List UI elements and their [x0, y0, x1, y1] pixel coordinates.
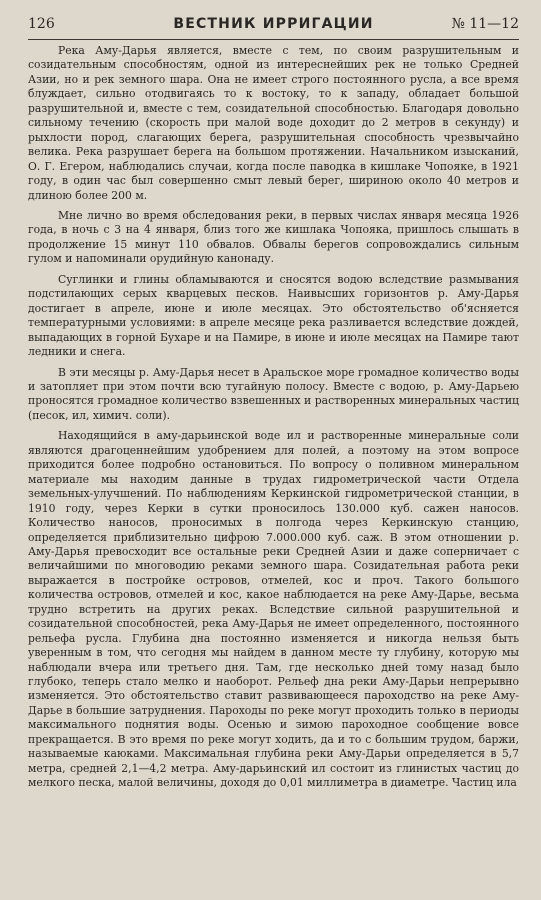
paragraph: Река Аму-Дарья является, вместе с тем, по своим разрушительным и созидательным способностям, одной из интереснейших рек не только Средней Азии, но и рек земного шара. Она не имеет строго постоянного русла, а все время блуждает, сильно отодвигаясь то к востоку, то к западу, обладает большой разрушительной и, вместе с тем, созидательной способностью. Благодаря довольно сильному течению (скорость при малой воде доходит до 2 метров в секунду) и рыхлости пород, слагающих берега, разрушительная способность чрезвычайно велика. Река разрушает берега на большом протяжении. Начальником изысканий, О. Г. Егером, наблюдались случаи, когда после паводка в кишлаке Чопояке, в 1921 году, в один час был совершенно смыт левый берег, шириною около 40 метров и длиною более 200 м. [28, 44, 519, 202]
paragraph: Находящийся в аму-дарьинской воде ил и растворенные минеральные соли являются драгоценнейшим удобрением для полей, а поэтому на этом вопросе приходится более подробно остановиться. По вопросу о поливном минеральном материале мы находим данные в трудах гидрометрической части Отдела земельных-улучшений. По наблюдениям Керкинской гидрометрической станции, в 1910 году, через Керки в сутки проносилось 130.000 куб. сажен наносов. Количество наносов, проносимых в полгода через Керкинскую станцию, определяется приблизительно цифрою 7.000.000 куб. саж. В этом отношении р. Аму-Дарья превосходит все остальные реки Средней Азии и даже соперничает с величайшими по многоводию реками земного шара. Созидательная работа реки выражается в постройке островов, отмелей, кос и проч. Такого большого количества островов, отмелей и кос, какое наблюдается на реке Аму-Дарье, весьма трудно встретить на других реках. Вследствие сильной разрушительной и созидательной способностей, река Аму-Дарья не имеет определенного, постоянного рельефа русла. Глубина дна постоянно изменяется и никогда нельзя быть уверенным в том, что сегодня мы найдем в данном месте ту глубину, которую мы наблюдали вчера или третьего дня. Там, где несколько дней тому назад было глубоко, теперь стало мелко и наоборот. Рельеф дна реки Аму-Дарьи непрерывно изменяется. Это обстоятельство ставит развивающееся пароходство на реке Аму-Дарье в большие затруднения. Пароходы по реке могут проходить только в периоды максимального поднятия воды. Осенью и зимою пароходное сообщение вовсе прекращается. В это время по реке могут ходить, да и то с большим трудом, баржи, называемые каюками. Максимальная глубина реки Аму-Дарьи определяется в 5,7 метра, средней 2,1—4,2 метра. Аму-дарьинский ил состоит из глинистых частиц до мелкого песка, малой величины, доходя до 0,01 миллиметра в диаметре. Частиц ила [28, 429, 519, 790]
journal-title: ВЕСТНИК ИРРИГАЦИИ [173, 16, 374, 32]
paragraph: Суглинки и глины обламываются и сносятся водою вследствие размывания подстилающих серых кварцевых песков. Наивысших горизонтов р. Аму-Дарья достигает в апреле, июне и июле месяцах. Это обстоятельство об'ясняется температурными условиями: в апреле месяце река разливается вследствие дождей, выпадающих в горной Бухаре и на Памире, в июне и июле месяцах на Памире тают ледники и снега. [28, 272, 519, 359]
issue-number: № 11—12 [451, 16, 519, 32]
paragraph: Мне лично во время обследования реки, в первых числах января месяца 1926 года, в ночь с 3 на 4 января, близ того же кишлака Чопояка, пришлось слышать в продолжение 15 минут 110 обвалов. Обвалы берегов сопровождались сильным гулом и напоминали орудийную канонаду. [28, 208, 519, 266]
header-rule [28, 39, 519, 40]
page-header [28, 14, 519, 36]
page-number: 126 [28, 16, 55, 32]
paragraph: В эти месяцы р. Аму-Дарья несет в Аральское море громадное количество воды и затопляет при этом почти всю тугайную полосу. Вместе с водою, р. Аму-Дарьею проносятся громадное количество взвешенных и растворенных минеральных частиц (песок, ил, химич. соли). [28, 365, 519, 422]
article-body [28, 44, 519, 892]
